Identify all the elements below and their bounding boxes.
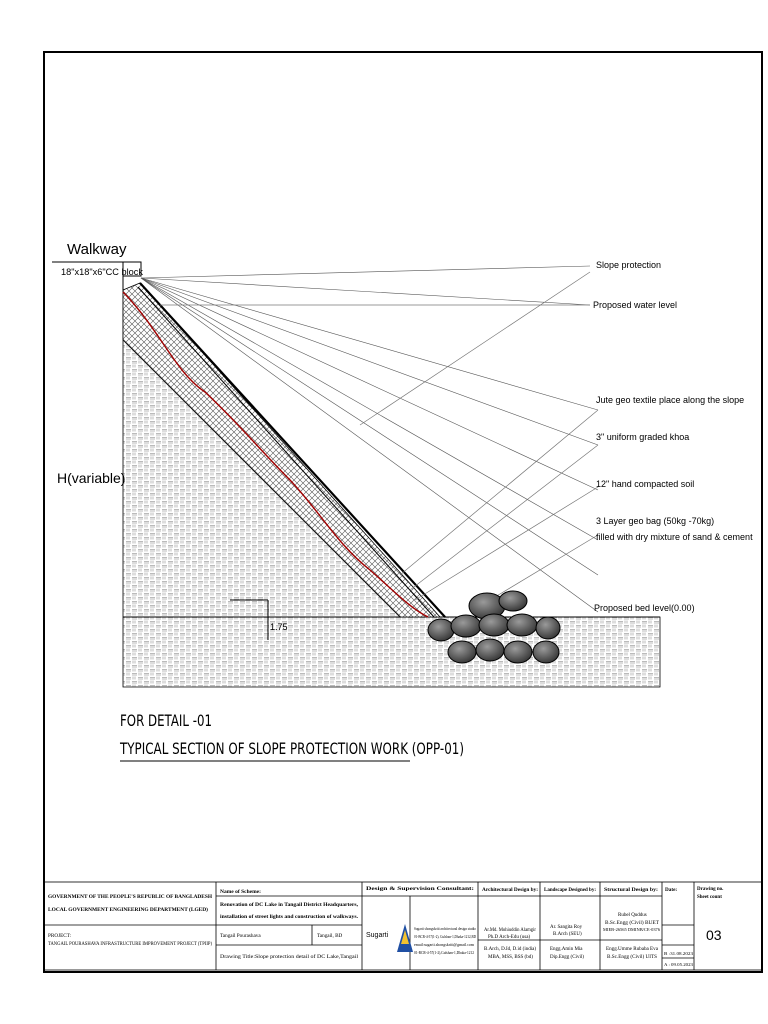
height-label: H(variable) [57, 470, 126, 486]
callout-geo-bag: 3 Layer geo bag (50kg -70kg) [596, 516, 715, 526]
drawing-no-label: Drawing no. [697, 887, 724, 892]
callout-pointer [415, 487, 598, 600]
project-name: TANGAIL POURASHAVA INFRASTRUCTURE IMPROVEMENT PROJECT (TPIIP) [48, 942, 213, 947]
project-label: PROJECT: [48, 933, 72, 939]
location: Tangail, BD [317, 933, 343, 939]
ground-fill [123, 290, 660, 687]
landscape-line-2: B.Arch (SEU) [553, 932, 582, 937]
walkway-label: Walkway [67, 241, 127, 258]
section-title: TYPICAL SECTION OF SLOPE PROTECTION WORK (OPP-01) [119, 739, 465, 758]
drawing-title: Drawing Title:Slope protection detail of DC Lake,Tangail [220, 955, 359, 960]
consultant-logo [366, 924, 413, 952]
landscape-line-4: Dip.Engg (Civil) [550, 955, 584, 960]
structural-line-3: MIEB-26565 DMINB/CE-0376 [603, 927, 661, 932]
arch-line-1: Ar.Md. Mohiuddin Alamgir [484, 928, 537, 933]
callout-geo-bag-fill: filled with dry mixture of sand & cement [596, 532, 753, 542]
consultant-line-2: 01-BCR-4-57(1-2), Gulshan-1,Dhaka-1212,BD [414, 935, 487, 939]
callout-compacted-soil: 12" hand compacted soil [596, 479, 695, 489]
callout-water-level: Proposed water level [593, 300, 678, 310]
structural-label: Structural Design by: [604, 887, 659, 893]
scheme-line-2: installation of street lights and construction of walkways. [220, 915, 359, 920]
callout-khoa: 3" uniform graded khoa [596, 432, 690, 442]
callout-pointer [360, 272, 590, 425]
gov-line-2: LOCAL GOVERNMENT ENGINEERING DEPARTMENT (LGED) [48, 907, 202, 913]
gov-line-1: GOVERNMENT OF THE PEOPLE'S REPUBLIC OF BANGLADESH [48, 894, 212, 900]
geo-bags [428, 591, 560, 663]
callout-jute-geo-textile: Jute geo textile place along the slope [596, 395, 745, 405]
callout-bed-level: Proposed bed level(0.00) [594, 603, 695, 613]
slope-section [52, 241, 753, 761]
detail-title: FOR DETAIL -01 [120, 711, 212, 730]
structural-line-5: B.Sc.Engg (Civil) UITS [607, 955, 658, 960]
dimension-text: 1.75 [270, 622, 288, 632]
leader-line [141, 278, 590, 305]
landscape-line-3: Engg.Amin Mia [550, 947, 583, 952]
sheet-number: 03 [706, 927, 722, 943]
consultant-label: Design & Supervision Consultant: [366, 886, 475, 892]
consultant-line-1: Sugarti shongskriti architectural design studio [414, 927, 477, 931]
scheme-label: Name of Scheme: [220, 889, 261, 895]
date-b: B :31.08.2023 [664, 951, 694, 956]
callout-pointer [400, 410, 598, 575]
date-label: Date: [665, 887, 678, 893]
arch-line-4: MBA, MSS, BSS (bd) [488, 955, 533, 960]
owner: Tangail Pourashava [220, 933, 261, 939]
consultant-logo-text: Sugarti [366, 932, 389, 939]
arch-line-2: Ph.D Arch-Edu (usa) [488, 935, 531, 940]
sheet-count-label: Sheet count [697, 895, 722, 900]
landscape-label: Landscape Designed by: [544, 887, 597, 893]
leader-line [141, 266, 590, 278]
arch-label: Architectural Design by: [482, 887, 539, 893]
callout-slope-protection: Slope protection [596, 260, 662, 270]
callout-pointer [410, 445, 598, 590]
date-a: A : 09.05.2023 [664, 962, 694, 967]
cc-block-label: 18"x18"x6"CC block [61, 267, 144, 277]
landscape-line-1: Ar. Sangita Roy [550, 925, 583, 930]
consultant-line-3: email:sugarti.shongskriti@gmail.com [414, 943, 475, 947]
arch-line-3: B.Arch, D.Id, D.id (india) [484, 947, 537, 952]
structural-line-4: Engg.Umme Rubaba Eva [606, 947, 659, 952]
consultant-line-4: 01-BCR-4-57(1-2),Gulshan-1,Dhaka-1212 [414, 951, 479, 955]
structural-line-1: Rubel Quddus [618, 913, 647, 918]
structural-line-2: B.Sc.Engg (Civil) BUET [605, 921, 659, 926]
scheme-line-1: Renovation of DC Lake in Tangail District Headquarters, [220, 903, 359, 908]
